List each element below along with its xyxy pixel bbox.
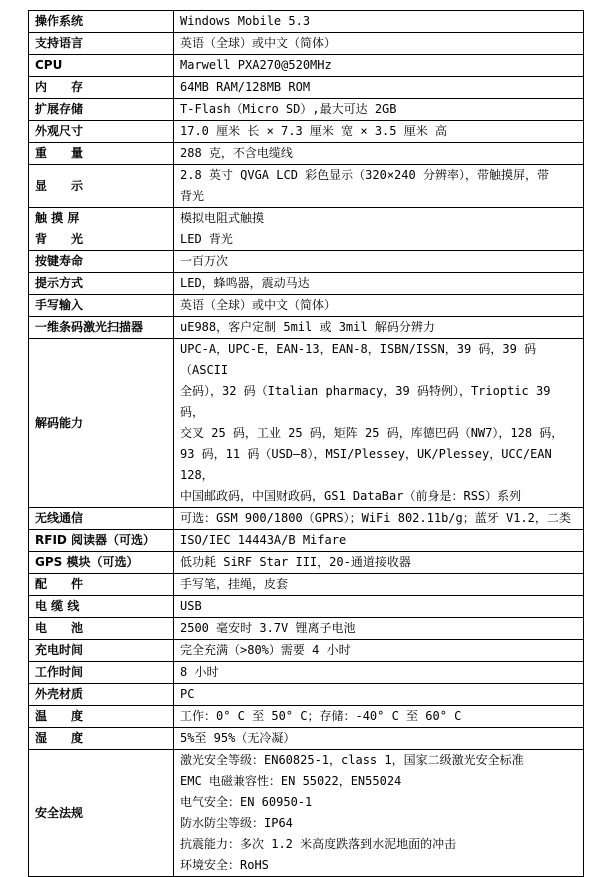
spec-value [174, 706, 584, 728]
spec-value [174, 728, 584, 750]
spec-label: 解码能力 [29, 339, 174, 508]
spec-row [29, 251, 584, 273]
spec-value-line: 2.8 英寸 QVGA LCD 彩色显示（320×240 分辨率），带触摸屏，带 [180, 168, 549, 182]
spec-label: 工作时间 [29, 662, 174, 684]
spec-value-line: 交叉 25 码，工业 25 码，矩阵 25 码，库德巴码（NW7），128 码， [180, 426, 564, 440]
spec-table-body [29, 11, 584, 877]
spec-label: 内 存 [29, 77, 174, 99]
spec-label: 扩展存储 [29, 99, 174, 121]
spec-label: 外壳材质 [29, 684, 174, 706]
spec-value [174, 143, 584, 165]
spec-value [174, 530, 584, 552]
spec-value-line: 模拟电阻式触摸 [180, 211, 265, 225]
spec-value-line: 17.0 厘米 长 × 7.3 厘米 宽 × 3.5 厘米 高 [180, 124, 447, 138]
spec-value-line: 全码），32 码（Italian pharmacy，39 码特例），Trioptic 39 码， [180, 384, 551, 419]
spec-value-line: 环境安全：RoHS [180, 858, 269, 872]
spec-value-line: 英语（全球）或中文（简体） [180, 36, 337, 50]
spec-row [29, 273, 584, 295]
spec-row [29, 33, 584, 55]
spec-label: 按键寿命 [29, 251, 174, 273]
spec-value-line: 防水防尘等级：IP64 [180, 816, 293, 830]
spec-value [174, 33, 584, 55]
spec-value-line: 5%至 95%（无冷凝） [180, 731, 296, 745]
spec-label: 一维条码激光扫描器 [29, 317, 174, 339]
spec-value [174, 77, 584, 99]
spec-label: 显 示 [29, 165, 174, 208]
spec-label: GPS 模块（可选） [29, 552, 174, 574]
spec-value-line: 电气安全：EN 60950-1 [180, 795, 313, 809]
spec-row [29, 640, 584, 662]
spec-value-line: 激光安全等级：EN60825-1，class 1，国家二级激光安全标准 [180, 753, 524, 767]
spec-value-line: 288 克，不含电缆线 [180, 146, 293, 160]
spec-row [29, 143, 584, 165]
spec-value-line: 工作：0° C 至 50° C；存储：-40° C 至 60° C [180, 709, 462, 723]
spec-value-line: Windows Mobile 5.3 [180, 14, 311, 28]
spec-value [174, 684, 584, 706]
spec-value-line: 背光 [180, 189, 205, 203]
spec-value-line: PC [180, 687, 195, 701]
spec-value-line: LED 背光 [180, 232, 233, 246]
spec-row [29, 530, 584, 552]
spec-label: 充电时间 [29, 640, 174, 662]
spec-row [29, 596, 584, 618]
spec-value-line: uE988，客户定制 5mil 或 3mil 解码分辨力 [180, 320, 435, 334]
spec-label [29, 208, 174, 251]
spec-value [174, 251, 584, 273]
spec-value-line: 可选：GSM 900/1800（GPRS）；WiFi 802.11b/g；蓝牙 V1.2，二类 [180, 511, 571, 525]
spec-value [174, 208, 584, 251]
spec-value-line: UPC-A，UPC-E，EAN-13，EAN-8，ISBN/ISSN，39 码，39 码（ASCII [180, 342, 537, 377]
spec-value [174, 662, 584, 684]
spec-row [29, 295, 584, 317]
spec-row [29, 55, 584, 77]
spec-value-line: 抗震能力：多次 1.2 米高度跌落到水泥地面的冲击 [180, 837, 457, 851]
spec-label: 操作系统 [29, 11, 174, 33]
spec-value-line: EMC 电磁兼容性：EN 55022，EN55024 [180, 774, 402, 788]
spec-label: 配 件 [29, 574, 174, 596]
spec-label: CPU [29, 55, 174, 77]
spec-value [174, 508, 584, 530]
spec-label: 手写输入 [29, 295, 174, 317]
spec-value [174, 11, 584, 33]
spec-row [29, 552, 584, 574]
spec-value [174, 596, 584, 618]
spec-row [29, 165, 584, 208]
spec-value-line: 93 码，11 码（USD—8），MSI/Plessey，UK/Plessey，UCC/EAN 128， [180, 447, 552, 482]
spec-value-line: T-Flash（Micro SD）,最大可达 2GB [180, 102, 397, 116]
spec-row [29, 77, 584, 99]
spec-label: 安全法规 [29, 750, 174, 877]
spec-value-line: Marwell PXA270@520MHz [180, 58, 332, 72]
spec-row [29, 684, 584, 706]
spec-value [174, 165, 584, 208]
spec-label: 无线通信 [29, 508, 174, 530]
spec-value-line: ISO/IEC 14443A/B Mifare [180, 533, 347, 547]
spec-row [29, 11, 584, 33]
spec-row [29, 121, 584, 143]
spec-value [174, 295, 584, 317]
spec-label: 温 度 [29, 706, 174, 728]
spec-label-line: 触 摸 屏 [35, 211, 80, 225]
spec-row [29, 317, 584, 339]
spec-value [174, 55, 584, 77]
spec-label: 电 缆 线 [29, 596, 174, 618]
spec-row [29, 339, 584, 508]
spec-value-line: 英语（全球）或中文（简体） [180, 298, 337, 312]
spec-value [174, 99, 584, 121]
spec-label: 外观尺寸 [29, 121, 174, 143]
spec-row [29, 208, 584, 251]
spec-value [174, 750, 584, 877]
spec-value-line: 完全充满（>80%）需要 4 小时 [180, 643, 351, 657]
spec-value [174, 339, 584, 508]
spec-label: 支持语言 [29, 33, 174, 55]
spec-value-line: 8 小时 [180, 665, 219, 679]
spec-row [29, 750, 584, 877]
spec-value-line: USB [180, 599, 202, 613]
spec-table [28, 10, 584, 877]
spec-label: 湿 度 [29, 728, 174, 750]
spec-label: 电 池 [29, 618, 174, 640]
spec-value [174, 618, 584, 640]
spec-row [29, 706, 584, 728]
spec-value [174, 273, 584, 295]
spec-label: 重 量 [29, 143, 174, 165]
spec-value [174, 574, 584, 596]
spec-value-line: 一百万次 [180, 254, 229, 268]
spec-row [29, 99, 584, 121]
spec-value [174, 552, 584, 574]
spec-label-line: 背 光 [35, 232, 84, 246]
spec-value-line: 64MB RAM/128MB ROM [180, 80, 311, 94]
spec-row [29, 618, 584, 640]
spec-value-line: 2500 毫安时 3.7V 锂离子电池 [180, 621, 356, 635]
spec-row [29, 728, 584, 750]
spec-label: 提示方式 [29, 273, 174, 295]
spec-value [174, 317, 584, 339]
spec-row [29, 662, 584, 684]
spec-value-line: 手写笔，挂绳，皮套 [180, 577, 289, 591]
spec-label: RFID 阅读器（可选） [29, 530, 174, 552]
spec-value-line: 低功耗 SiRF Star III，20-通道接收器 [180, 555, 411, 569]
spec-value-line: 中国邮政码，中国财政码，GS1 DataBar（前身是：RSS）系列 [180, 489, 522, 503]
spec-value [174, 121, 584, 143]
spec-value-line: LED，蜂鸣器，震动马达 [180, 276, 310, 290]
spec-row [29, 508, 584, 530]
spec-value [174, 640, 584, 662]
spec-row [29, 574, 584, 596]
